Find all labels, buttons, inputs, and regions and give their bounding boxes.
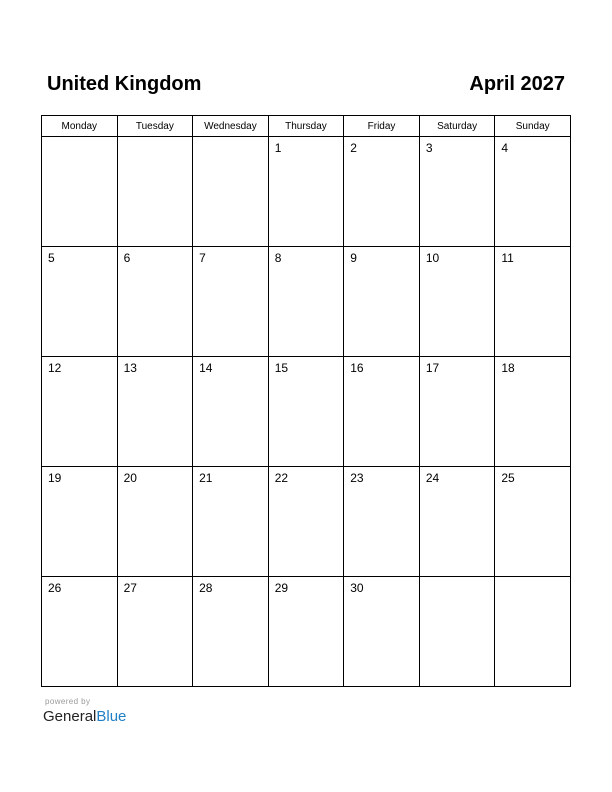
day-cell (495, 467, 571, 577)
day-cell (268, 357, 344, 467)
day-cell (268, 137, 344, 247)
day-cell (419, 247, 495, 357)
calendar-month-title: April 2027 (469, 73, 565, 95)
day-number: 20 (123, 471, 137, 485)
day-cell (193, 247, 269, 357)
weekday-header: Monday (42, 116, 118, 137)
brand-name (43, 708, 126, 726)
week-row (42, 137, 571, 247)
day-cell (193, 137, 269, 247)
day-number: 21 (199, 471, 213, 485)
weekday-header: Wednesday (193, 116, 269, 137)
day-cell (268, 247, 344, 357)
day-number: 27 (123, 581, 137, 595)
day-cell (117, 247, 193, 357)
day-number (118, 137, 193, 141)
day-number (495, 577, 570, 581)
week-row (42, 577, 571, 687)
day-cell (268, 577, 344, 687)
day-number: 9 (350, 251, 357, 265)
day-number: 16 (350, 361, 364, 375)
day-number (420, 577, 495, 581)
day-cell (344, 467, 420, 577)
weekday-header: Friday (344, 116, 420, 137)
day-cell (117, 577, 193, 687)
generalblue-logo (43, 697, 126, 726)
day-number: 7 (199, 251, 206, 265)
calendar-grid (41, 115, 571, 687)
day-number: 26 (48, 581, 62, 595)
powered-by-label: powered by (45, 697, 91, 706)
day-number: 10 (425, 251, 440, 265)
day-cell (193, 577, 269, 687)
day-number: 6 (123, 251, 131, 265)
day-cell (344, 137, 420, 247)
day-cell (419, 137, 495, 247)
day-cell (42, 137, 118, 247)
day-number: 28 (199, 581, 213, 595)
day-cell (42, 577, 118, 687)
day-number (193, 137, 268, 141)
day-cell (117, 467, 193, 577)
day-number: 18 (501, 361, 515, 375)
day-number: 30 (350, 581, 364, 595)
day-cell (419, 577, 495, 687)
week-row (42, 357, 571, 467)
day-cell (344, 357, 420, 467)
day-number (42, 137, 117, 141)
day-cell (419, 357, 495, 467)
day-number: 17 (425, 361, 440, 375)
week-row (42, 247, 571, 357)
weekday-header-row (42, 116, 571, 137)
day-cell (419, 467, 495, 577)
day-cell (344, 247, 420, 357)
day-number: 4 (501, 141, 509, 155)
day-cell (193, 357, 269, 467)
day-number: 23 (350, 471, 364, 485)
day-cell (495, 357, 571, 467)
day-cell (42, 357, 118, 467)
day-cell (193, 467, 269, 577)
calendar-country-title: United Kingdom (47, 73, 202, 95)
day-number: 19 (48, 471, 62, 485)
day-number: 13 (123, 361, 137, 375)
brand-name-general: General (43, 708, 97, 725)
day-number: 3 (425, 141, 433, 155)
day-cell (117, 357, 193, 467)
week-row (42, 467, 571, 577)
day-number: 11 (501, 251, 514, 265)
day-cell (495, 577, 571, 687)
day-number: 22 (274, 471, 289, 485)
day-number: 1 (274, 141, 282, 155)
day-cell (268, 467, 344, 577)
day-number: 24 (425, 471, 440, 485)
day-cell (495, 137, 571, 247)
day-number: 25 (501, 471, 515, 485)
day-number: 29 (274, 581, 289, 595)
day-cell (117, 137, 193, 247)
brand-name-blue: Blue (96, 708, 127, 725)
day-number: 2 (350, 141, 357, 155)
day-cell (42, 467, 118, 577)
day-number: 12 (48, 361, 62, 375)
day-number: 14 (199, 361, 213, 375)
day-cell (495, 247, 571, 357)
day-number: 15 (274, 361, 289, 375)
day-cell (344, 577, 420, 687)
day-number: 5 (48, 251, 55, 265)
weekday-header: Sunday (495, 116, 571, 137)
day-number: 8 (274, 251, 282, 265)
weekday-header: Thursday (268, 116, 344, 137)
weekday-header: Tuesday (117, 116, 193, 137)
weekday-header: Saturday (419, 116, 495, 137)
day-cell (42, 247, 118, 357)
